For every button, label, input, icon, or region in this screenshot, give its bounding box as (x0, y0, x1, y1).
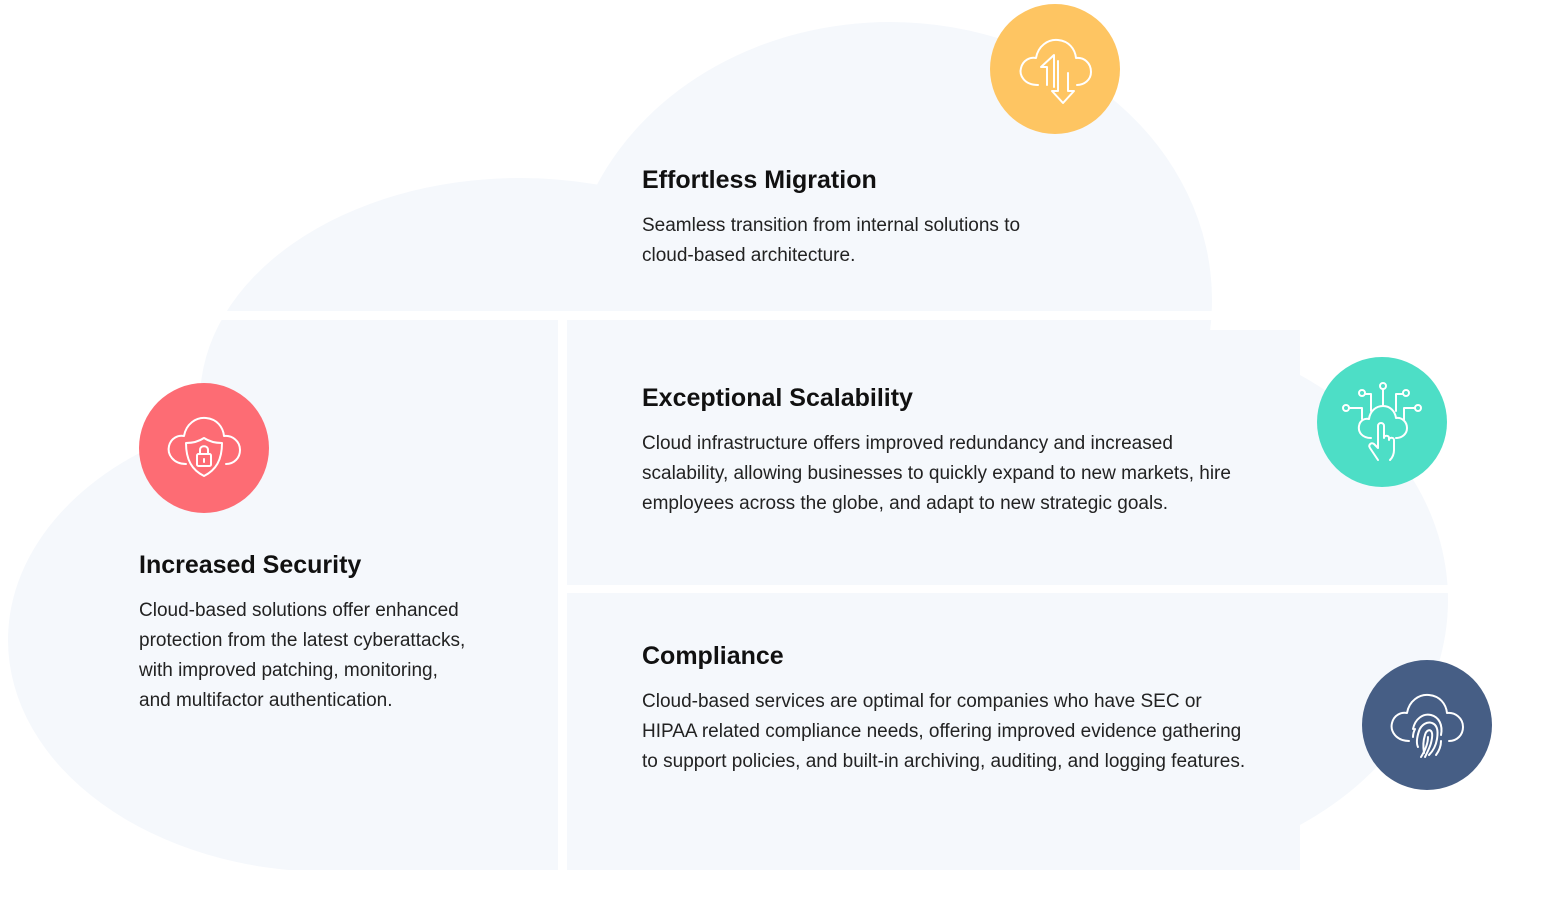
section-title: Increased Security (139, 551, 362, 579)
section-migration (642, 166, 1020, 271)
section-security (139, 551, 465, 716)
gutter-horizontal (0, 311, 1555, 320)
section-title: Effortless Migration (642, 166, 877, 194)
gutter-vertical (558, 311, 567, 904)
cloud-upload-download-icon (1011, 25, 1099, 113)
section-title: Compliance (642, 642, 784, 670)
cloud-shield-lock-icon (160, 404, 248, 492)
cloud-network-touch-icon (1338, 378, 1426, 466)
section-description: Cloud-based services are optimal for companies who have SEC or HIPAA related compliance needs, offering improved evidence gathering to support policies, and built-in archiving, auditing, and logging features. (642, 691, 1246, 772)
section-scalability (642, 384, 1231, 519)
section-description: Cloud infrastructure offers improved redundancy and increased scalability, allowing businesses to quickly expand to new markets, hire employees across the globe, and adapt to new strategic goals. (642, 433, 1231, 514)
scalability-badge (1317, 357, 1447, 487)
section-title: Exceptional Scalability (642, 384, 913, 412)
cloud-fingerprint-icon (1383, 681, 1471, 769)
gutter-right (567, 585, 1555, 593)
section-description: Cloud-based solutions offer enhanced protection from the latest cyberattacks, with improved patching, monitoring, and multifactor authentication. (139, 600, 466, 711)
security-badge (139, 383, 269, 513)
compliance-badge (1362, 660, 1492, 790)
section-compliance (642, 642, 1245, 777)
migration-badge (990, 4, 1120, 134)
section-description: Seamless transition from internal solutions to cloud-based architecture. (642, 215, 1021, 266)
